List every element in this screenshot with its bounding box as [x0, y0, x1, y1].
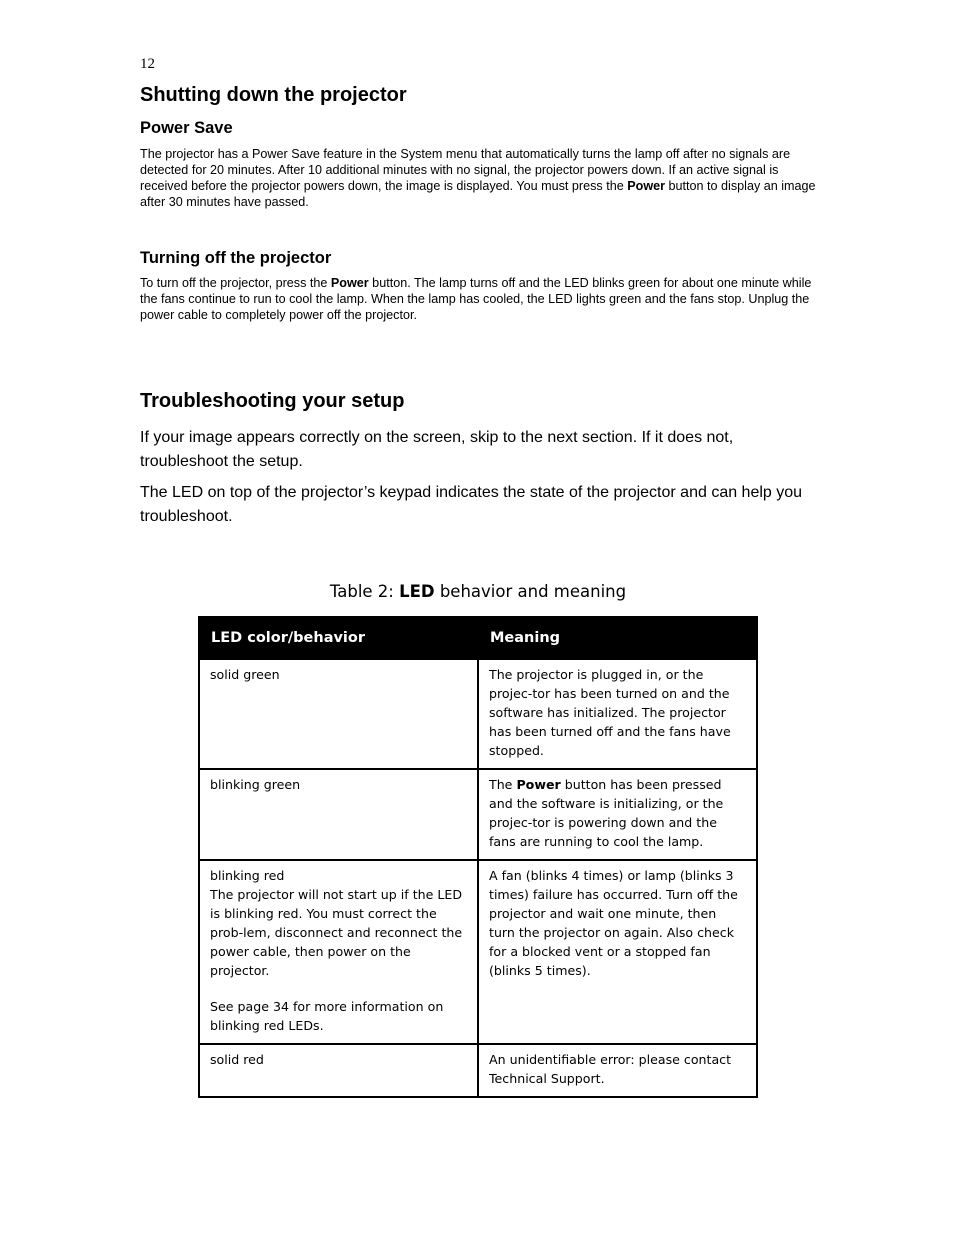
- table-row: [199, 659, 757, 769]
- table-caption-suffix: behavior and meaning: [434, 582, 627, 601]
- table-row: [199, 860, 757, 1044]
- heading-power-save: Power Save: [140, 119, 233, 137]
- turning-off-text-end: button. The lamp turns off and the LED blinks green for about one minute while the fans continue to run to cool the lamp. When the lamp has cooled, the LED lights green and the fans stop. Unplug the power cable to completely power off the projector.: [140, 276, 812, 322]
- page-number: 12: [140, 56, 155, 72]
- header-led-color-behavior: LED color/behavior: [199, 617, 478, 659]
- power-save-text-end: button to display an image after 30 minutes have passed.: [140, 179, 816, 209]
- turning-off-paragraph: [140, 275, 820, 323]
- power-save-paragraph: [140, 146, 820, 210]
- behavior-cell: [199, 860, 478, 1044]
- meaning-text-end: button has been pressed and the software is initializing, or the projec-tor is powering down and the fans are running to cool the lamp.: [489, 777, 724, 849]
- power-keyword: Power: [516, 777, 561, 792]
- behavior-detail: The projector will not start up if the LED is blinking red. You must correct the prob-lem, disconnect and reconnect the power cable, then power on the projector.: [210, 887, 463, 978]
- meaning-cell: An unidentifiable error: please contact Technical Support.: [478, 1044, 757, 1097]
- table-caption-prefix: Table 2:: [329, 582, 400, 601]
- behavior-cell: blinking green: [199, 769, 478, 860]
- meaning-cell: The projector is plugged in, or the projec-tor has been turned on and the software has initialized. The projector has been turned off and the fans have stopped.: [478, 659, 757, 769]
- header-meaning: Meaning: [478, 617, 757, 659]
- table-caption: [198, 582, 758, 601]
- meaning-cell: [478, 769, 757, 860]
- behavior-title: blinking red: [210, 868, 285, 883]
- power-save-text-start: The projector has a Power Save feature in the System menu that automatically turns the lamp off after no signals are detected for 20 minutes. After 10 additional minutes with no signal, the projector powers down. If an active signal is received before the projector powers down, the image is displayed. You must press the: [140, 147, 791, 193]
- turning-off-text-start: To turn off the projector, press the: [140, 276, 331, 290]
- power-keyword: Power: [627, 179, 666, 193]
- behavior-cell: solid green: [199, 659, 478, 769]
- meaning-text-start: The: [489, 777, 517, 792]
- heading-turning-off: Turning off the projector: [140, 249, 332, 267]
- table-header-row: [199, 617, 757, 659]
- led-behavior-table: [198, 616, 758, 1098]
- behavior-cell: solid red: [199, 1044, 478, 1097]
- behavior-description: [210, 866, 467, 980]
- power-keyword: Power: [330, 276, 369, 290]
- troubleshooting-paragraph-1: If your image appears correctly on the screen, skip to the next section. If it does not, troubleshoot the setup.: [140, 429, 734, 470]
- section-title-shutting-down: Shutting down the projector: [140, 84, 407, 106]
- meaning-cell: A fan (blinks 4 times) or lamp (blinks 3 times) failure has occurred. Turn off the projector and wait one minute, then turn the projector on again. Also check for a blocked vent or a stopped fan (blinks 5 times).: [478, 860, 757, 1044]
- section-title-troubleshooting: Troubleshooting your setup: [140, 390, 405, 412]
- troubleshooting-paragraph-2: The LED on top of the projector’s keypad indicates the state of the projector and can help you troubleshoot.: [140, 484, 803, 525]
- table-row: [199, 1044, 757, 1097]
- behavior-note: See page 34 for more information on blinking red LEDs.: [210, 999, 444, 1033]
- table-row: [199, 769, 757, 860]
- table-caption-bold: LED: [399, 582, 435, 601]
